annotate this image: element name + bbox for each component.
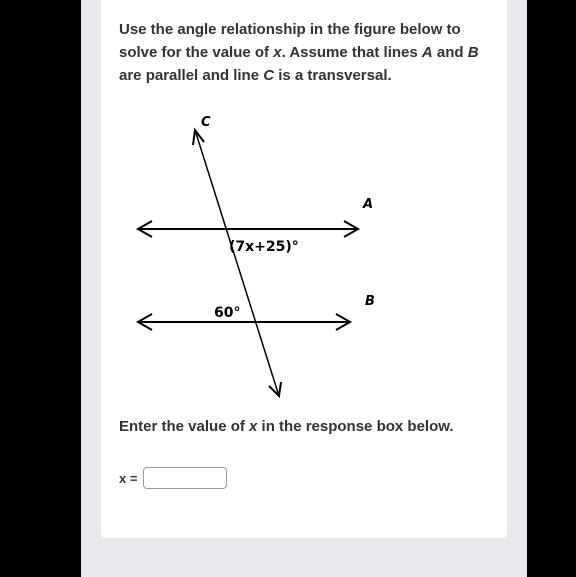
variable-x: x — [273, 44, 282, 61]
line-c-name: C — [263, 67, 275, 84]
line-b — [138, 314, 350, 330]
variable-x: x — [249, 418, 258, 435]
question-card — [101, 0, 507, 538]
question-text-part: and — [432, 44, 468, 61]
question-text-part: . Assume that lines — [281, 44, 422, 61]
label-b: B — [365, 294, 375, 309]
line-a-name: A — [421, 44, 433, 61]
prompt-text-part: in the response box below. — [257, 418, 454, 435]
question-text-part: are parallel and line — [119, 67, 264, 84]
label-a: A — [363, 197, 374, 212]
prompt-text-part: Enter the value of — [119, 418, 250, 435]
line-b-name: B — [467, 44, 479, 61]
angle-label-top: (7x+25)° — [229, 239, 299, 255]
angle-label-bottom: 60° — [214, 305, 241, 321]
answer-row — [119, 467, 227, 489]
question-text — [119, 18, 499, 87]
label-c: C — [201, 115, 211, 130]
line-c-transversal — [193, 130, 281, 396]
parallel-lines-figure — [101, 108, 507, 408]
answer-label: x = — [119, 470, 138, 486]
page-background — [81, 0, 527, 577]
answer-input[interactable] — [143, 467, 227, 489]
line-a — [138, 221, 358, 237]
question-text-part: is a transversal. — [274, 67, 392, 84]
answer-prompt — [119, 418, 454, 435]
question-text-part: Use the angle relationship in the figure below to solve for the value of — [119, 21, 461, 61]
